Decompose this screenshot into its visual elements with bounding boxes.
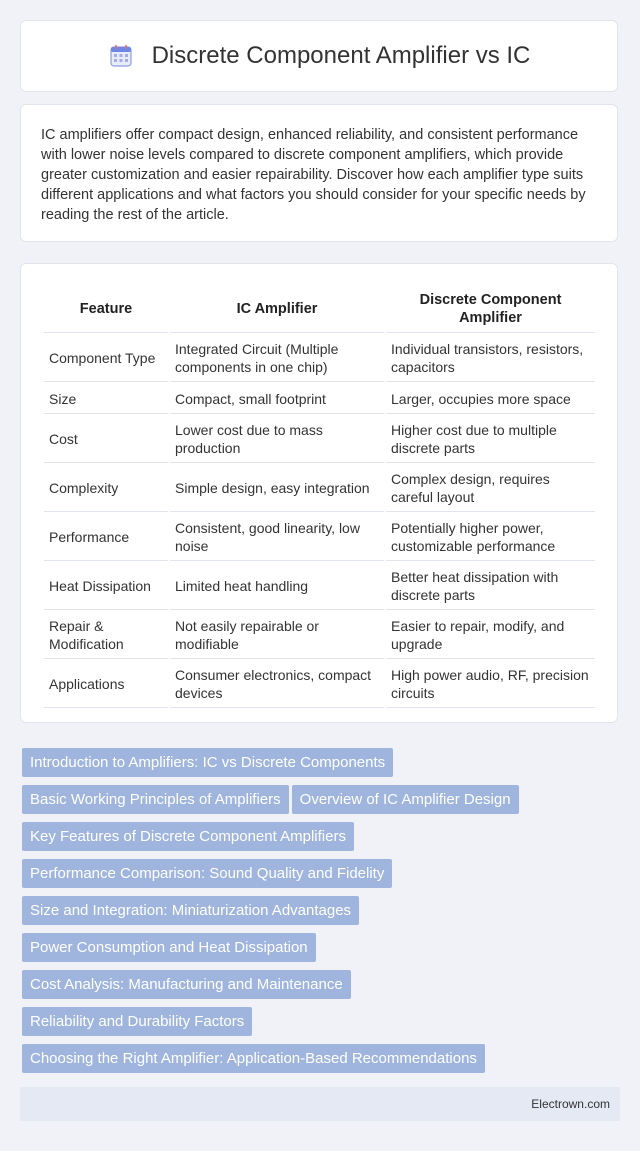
table-cell: Higher cost due to multiple discrete parts (386, 416, 595, 463)
table-cell: Complexity (44, 465, 168, 512)
table-cell: Compact, small footprint (170, 384, 384, 414)
tag-link[interactable]: Choosing the Right Amplifier: Application-Based Recommendations (22, 1044, 485, 1073)
table-cell: Heat Dissipation (44, 563, 168, 610)
table-row (44, 514, 595, 561)
table-cell: Lower cost due to mass production (170, 416, 384, 463)
table-cell: Limited heat handling (170, 563, 384, 610)
footer (20, 1087, 620, 1121)
table-cell: Not easily repairable or modifiable (170, 612, 384, 659)
tag-link[interactable]: Introduction to Amplifiers: IC vs Discrete Components (22, 748, 393, 777)
tag-link[interactable]: Cost Analysis: Manufacturing and Maintenance (22, 970, 351, 999)
calendar-icon (108, 43, 134, 69)
table-header: Feature (44, 286, 168, 333)
comparison-table-card (20, 263, 618, 723)
table-cell: Cost (44, 416, 168, 463)
table-row (44, 335, 595, 382)
table-cell: Individual transistors, resistors, capacitors (386, 335, 595, 382)
intro-card (20, 104, 618, 242)
table-cell: Performance (44, 514, 168, 561)
page-title: Discrete Component Amplifier vs IC (151, 42, 531, 69)
table-row (44, 563, 595, 610)
title-card (20, 20, 618, 92)
table-row (44, 465, 595, 512)
tag-link[interactable]: Basic Working Principles of Amplifiers (22, 785, 289, 814)
table-cell: Consumer electronics, compact devices (170, 661, 384, 708)
table-cell: Consistent, good linearity, low noise (170, 514, 384, 561)
topic-tags (22, 748, 622, 1081)
table-header: IC Amplifier (170, 286, 384, 333)
table-cell: Easier to repair, modify, and upgrade (386, 612, 595, 659)
tag-link[interactable]: Reliability and Durability Factors (22, 1007, 252, 1036)
table-cell: Applications (44, 661, 168, 708)
footer-text[interactable]: Electrown.com (531, 1097, 610, 1111)
table-row (44, 416, 595, 463)
table-cell: Size (44, 384, 168, 414)
table-cell: Simple design, easy integration (170, 465, 384, 512)
intro-text: IC amplifiers offer compact design, enhanced reliability, and consistent performance with lower noise levels compared to discrete component amplifiers, which provide greater customization and easier repairability. Discover how each amplifier type suits different applications and what factors you should consider for your specific needs by reading the rest of the article. (41, 127, 586, 223)
tag-link[interactable]: Power Consumption and Heat Dissipation (22, 933, 316, 962)
table-cell: Integrated Circuit (Multiple components in one chip) (170, 335, 384, 382)
table-row (44, 612, 595, 659)
table-cell: High power audio, RF, precision circuits (386, 661, 595, 708)
tag-link[interactable]: Overview of IC Amplifier Design (292, 785, 519, 814)
tag-link[interactable]: Performance Comparison: Sound Quality and Fidelity (22, 859, 392, 888)
table-cell: Potentially higher power, customizable performance (386, 514, 595, 561)
table-cell: Larger, occupies more space (386, 384, 595, 414)
comparison-table (42, 284, 597, 710)
table-cell: Better heat dissipation with discrete parts (386, 563, 595, 610)
table-header: Discrete Component Amplifier (386, 286, 595, 333)
table-cell: Complex design, requires careful layout (386, 465, 595, 512)
tag-link[interactable]: Key Features of Discrete Component Amplifiers (22, 822, 354, 851)
table-row (44, 384, 595, 414)
table-cell: Component Type (44, 335, 168, 382)
tag-link[interactable]: Size and Integration: Miniaturization Advantages (22, 896, 359, 925)
table-row (44, 661, 595, 708)
table-cell: Repair & Modification (44, 612, 168, 659)
